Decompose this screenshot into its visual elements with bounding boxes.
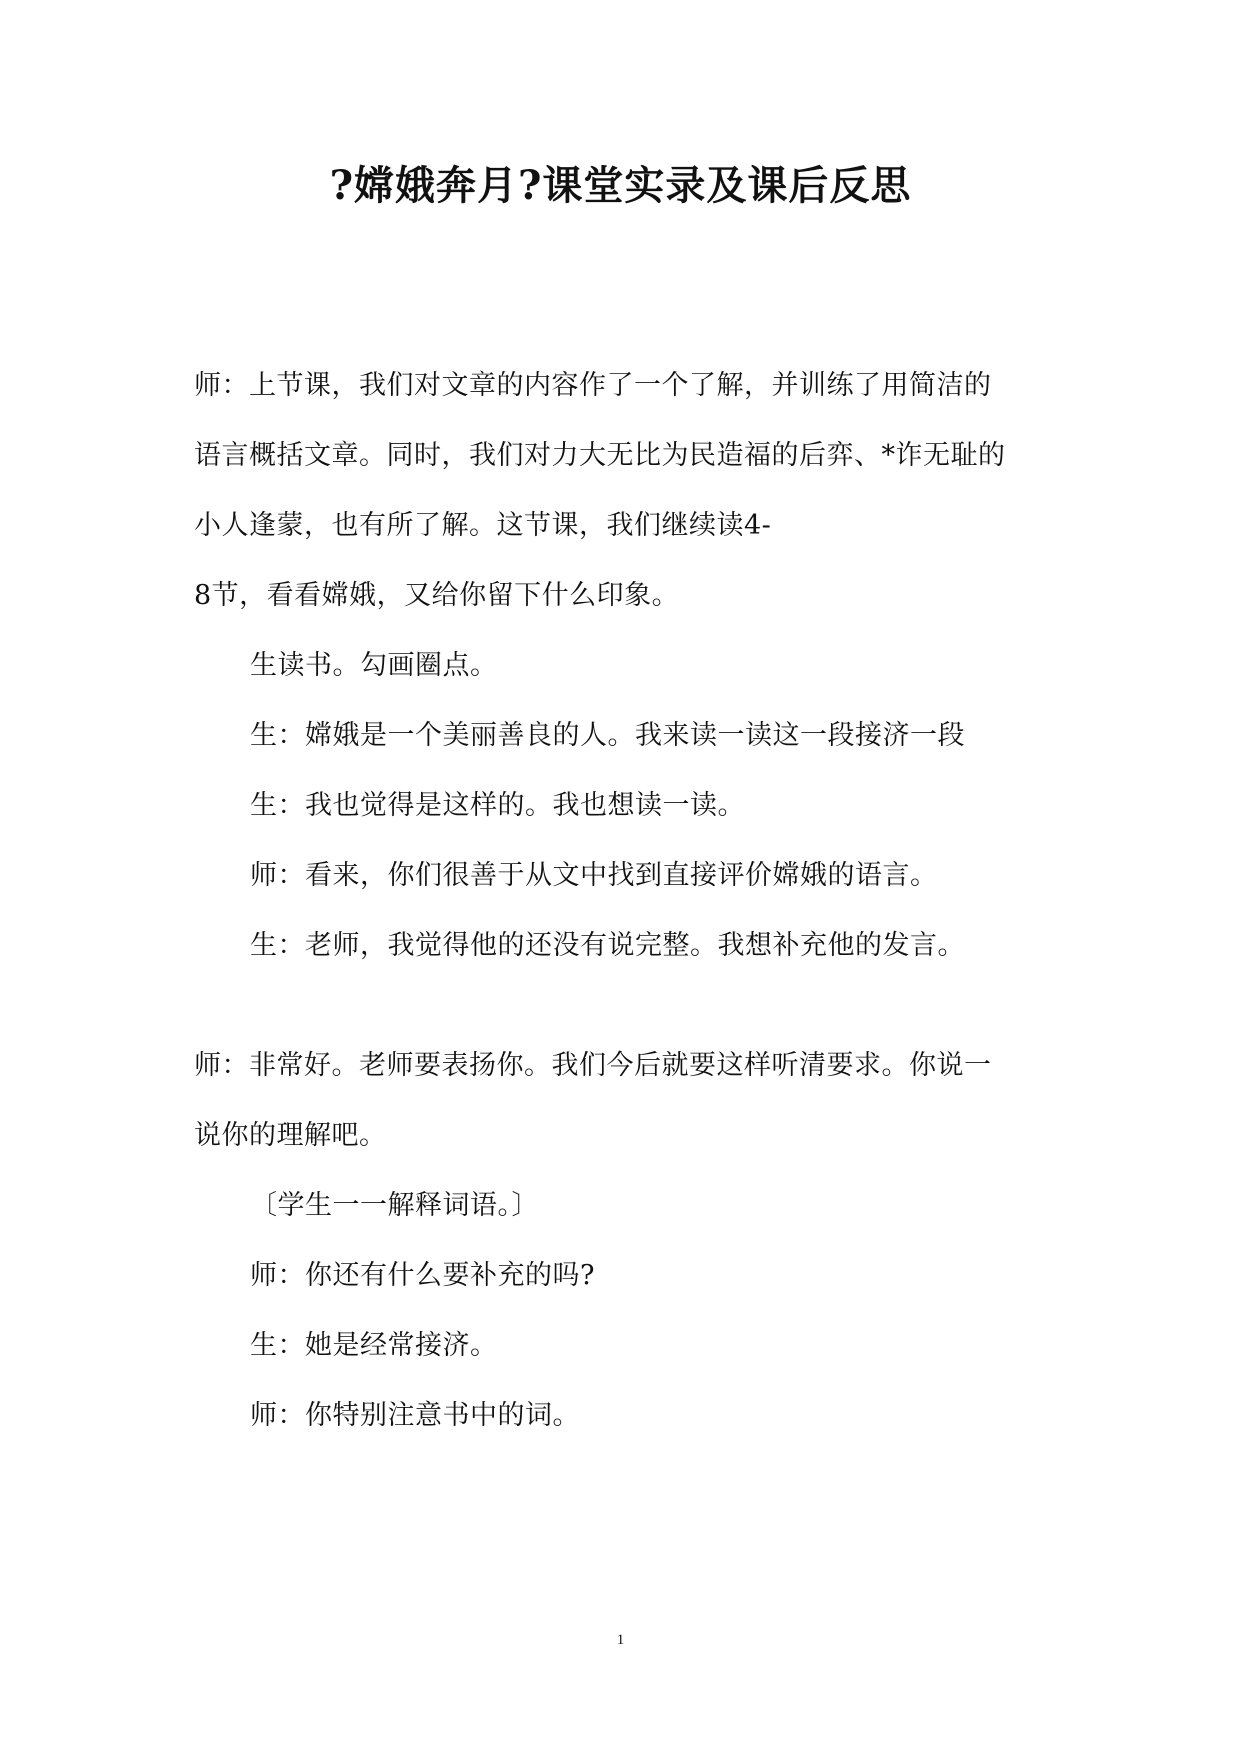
text-line: 说你的理解吧。 <box>194 1120 387 1151</box>
text-line: 生：嫦娥是一个美丽善良的人。我来读一读这一段接济一段 <box>250 720 965 751</box>
text-line: 生：老师，我觉得他的还没有说完整。我想补充他的发言。 <box>250 930 965 961</box>
text-line: 生读书。勾画圈点。 <box>250 650 498 681</box>
text-line: 语言概括文章。同时，我们对力大无比为民造福的后弈、*诈无耻的 <box>194 440 1006 471</box>
text-line: 师：看来，你们很善于从文中找到直接评价嫦娥的语言。 <box>250 860 938 891</box>
page-number: 1 <box>616 1632 625 1648</box>
text-line: 8节，看看嫦娥，又给你留下什么印象。 <box>194 580 680 611</box>
text-line: 师：上节课，我们对文章的内容作了一个了解，并训练了用简洁的 <box>194 370 992 401</box>
text-line: 小人逢蒙，也有所了解。这节课，我们继续读4- <box>194 510 772 541</box>
text-line: 生：她是经常接济。 <box>250 1330 498 1361</box>
document-title: ?嫦娥奔月?课堂实录及课后反思 <box>329 162 912 209</box>
text-line: 〔学生一一解释词语。〕 <box>250 1190 539 1221</box>
text-line: 师：你还有什么要补充的吗? <box>250 1260 595 1291</box>
text-line: 生：我也觉得是这样的。我也想读一读。 <box>250 790 745 821</box>
text-line: 师：非常好。老师要表扬你。我们今后就要这样听清要求。你说一 <box>194 1050 992 1081</box>
text-line: 师：你特别注意书中的词。 <box>250 1400 580 1431</box>
